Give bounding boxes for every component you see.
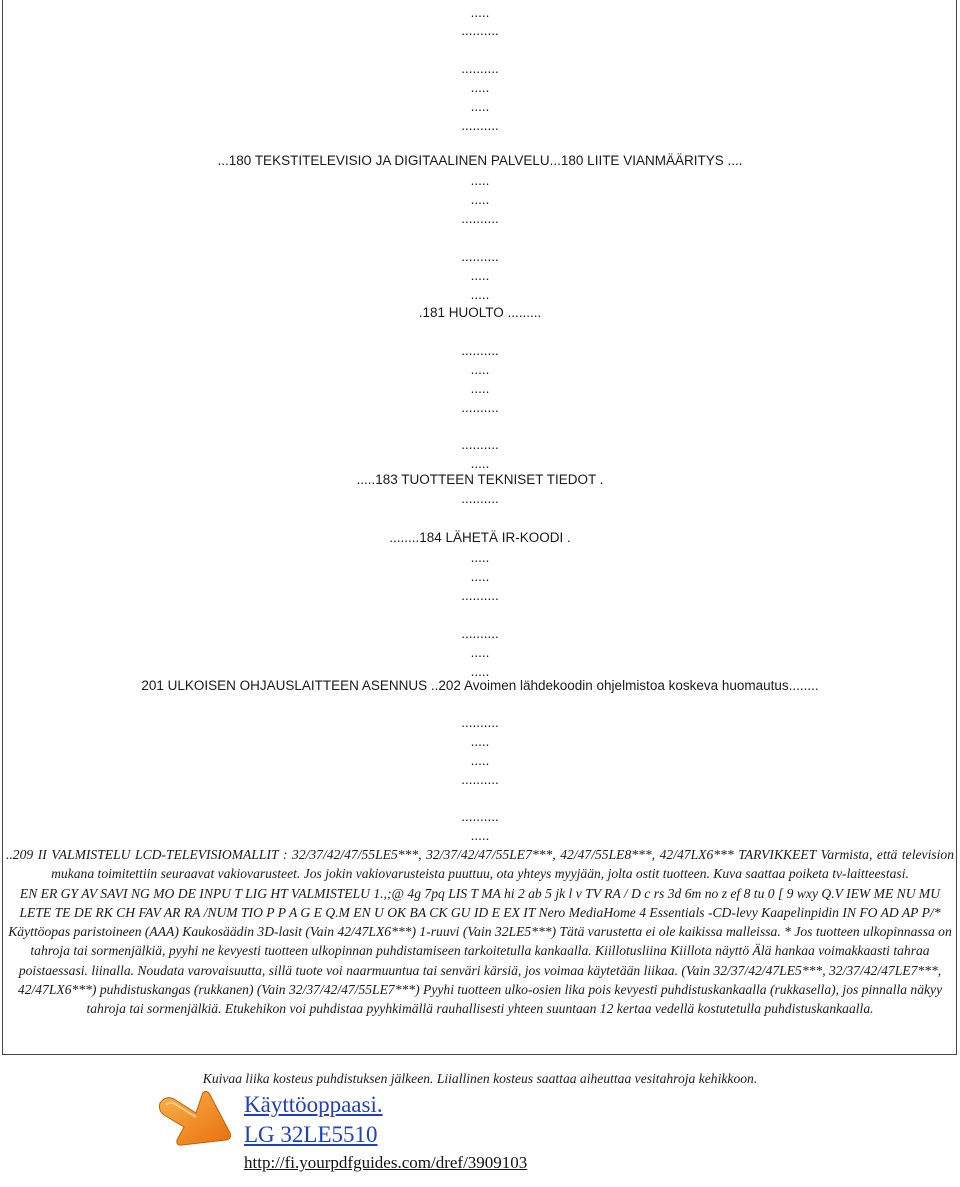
toc-line: ..... bbox=[470, 287, 490, 302]
toc-line: .......... bbox=[461, 23, 499, 38]
body-text bbox=[6, 845, 954, 1019]
toc-line: ..... bbox=[470, 99, 490, 114]
toc-line: ..... bbox=[470, 456, 490, 471]
toc-line: ..... bbox=[470, 753, 490, 768]
toc-line: .......... bbox=[461, 61, 499, 76]
toc-line: .......... bbox=[461, 588, 499, 603]
model-link[interactable]: LG 32LE5510 bbox=[244, 1122, 378, 1147]
toc-line: .181 HUOLTO ......... bbox=[418, 305, 542, 320]
drying-note: Kuivaa liika kosteus puhdistuksen jälkeen. Liiallinen kosteus saattaa aiheuttaa vesitahroja kehikkoon. bbox=[202, 1071, 758, 1086]
toc-line: .......... bbox=[461, 809, 499, 824]
toc-line: ..... bbox=[470, 828, 490, 843]
toc-line: .......... bbox=[461, 400, 499, 415]
toc-line: ..... bbox=[470, 645, 490, 660]
toc-line: .....183 TUOTTEEN TEKNISET TIEDOT . bbox=[356, 472, 604, 487]
toc-line: ..... bbox=[470, 734, 490, 749]
toc-line: ..... bbox=[470, 80, 490, 95]
toc-line: .......... bbox=[461, 211, 499, 226]
toc-line: ...180 TEKSTITELEVISIO JA DIGITAALINEN PALVELU...180 LIITE VIANMÄÄRITYS .... bbox=[217, 153, 743, 168]
toc-line: .......... bbox=[461, 626, 499, 641]
toc-line: .......... bbox=[461, 715, 499, 730]
toc-line: .......... bbox=[461, 118, 499, 133]
toc-line: ..... bbox=[470, 550, 490, 565]
toc-line: ..... bbox=[470, 5, 490, 20]
toc-line: ..... bbox=[470, 173, 490, 188]
toc-line: ..... bbox=[470, 362, 490, 377]
toc-line: ..... bbox=[470, 569, 490, 584]
toc-line: ..... bbox=[470, 664, 490, 679]
toc-line: ........184 LÄHETÄ IR-KOODI . bbox=[389, 530, 571, 545]
toc-line: ..... bbox=[470, 268, 490, 283]
toc-line: 201 ULKOISEN OHJAUSLAITTEEN ASENNUS ..202 Avoimen lähdekoodin ohjelmistoa koskeva huomautus........ bbox=[141, 678, 819, 693]
guide-url-link[interactable]: http://fi.yourpdfguides.com/dref/3909103 bbox=[244, 1153, 528, 1172]
accessories-list-paragraph: EN ER GY AV SAVI NG MO DE INPU T LIG HT VALMISTELU 1.,;@ 4g 7pq LIS T MA hi 2 ab 5 jk l v TV RA / D c rs 3d 6m no z ef 8 tu 0 [ 9 wxy Q.V IEW ME NU MU LETE TE DE RK CH FAV AR RA /NUM TIO P P A G E Q.M EN U OK BA CK GU ID E EX IT Nero MediaHome 4 Essentials -CD-levy Kaapelinpidin IN FO AD AP P/* Käyttöopas paristoineen (AAA) Kaukosäädin 3D-lasit (Vain 42/47LX6***) 1-ruuvi (Vain 32LE5***) Tätä varustetta ei ole kaikissa malleissa. * Jos tuotteen ulkopinnassa on tahroja tai sormenjälkiä, pyyhi ne kevyesti tuotteen ulkopinnan puhdistamiseen tarkoitetulla kankaalla. Kiillotusliina Kiillota näyttö Älä hankaa voimakkaasti tahraa poistaessasi. liinalla. Noudata varovaisuutta, sillä tuote voi naarmuuntua tai senväri kärsiä, jos voimaa käytetään liikaa. (Vain 32/37/42/47LE5***, 32/37/42/47LE7***, 42/47LX6***) puhdistuskangas (rukkanen) (Vain 32/37/42/47/55LE7***) Pyyhi tuotteen ulko-osien lika pois kevyesti puhdistuskankaalla (rukkasella), jos pinnalla näkyy tahroja tai sormenjälkiä. Etukehikon voi puhdistaa pyyhkimällä rauhallisesti yhteen suuntaan 12 kertaa vedellä kostutetulla puhdistuskankaalla. bbox=[8, 885, 952, 1017]
guide-title-link[interactable]: Käyttöoppaasi. bbox=[244, 1092, 383, 1117]
toc-line: .......... bbox=[461, 249, 499, 264]
toc-line: .......... bbox=[461, 437, 499, 452]
accessories-paragraph: ..209 II VALMISTELU LCD-TELEVISIOMALLIT : 32/37/42/47/55LE5***, 32/37/42/47/55LE7***, 42/47/55LE8***, 42/47LX6*** TARVIKKEET Varmista, että television mukana toimitettiin seuraavat vakiovarusteet. Jos jokin vakiovarusteista puuttuu, ota yhteys myyjään, jolta ostit tuotteen. Kuva saattaa poiketa tv-laitteestasi. bbox=[6, 847, 954, 882]
guide-links bbox=[244, 1090, 527, 1174]
toc-line: ..... bbox=[470, 381, 490, 396]
arrow-logo-icon bbox=[156, 1087, 232, 1161]
toc-line: .......... bbox=[461, 772, 499, 787]
toc-line: ..... bbox=[470, 192, 490, 207]
toc-line: .......... bbox=[461, 491, 499, 506]
toc-line: .......... bbox=[461, 343, 499, 358]
